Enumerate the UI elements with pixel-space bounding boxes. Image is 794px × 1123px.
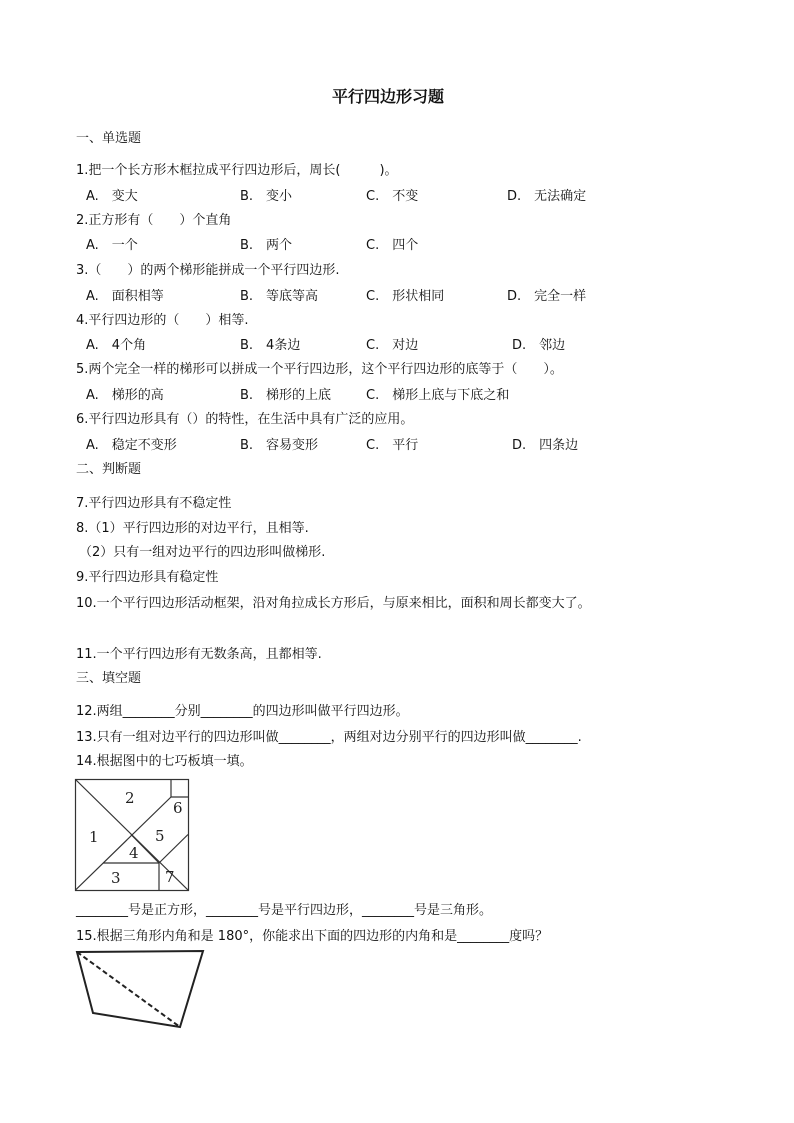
q3-option-c[interactable]: C. 形状相同: [366, 289, 445, 304]
quadrilateral-diagonal-dashed: [77, 952, 180, 1027]
q5-option-a[interactable]: A. 梯形的高: [86, 388, 164, 403]
tangram-label-6: 6: [173, 799, 183, 817]
q1-option-d[interactable]: D. 无法确定: [507, 189, 587, 204]
question-14: 14.根据图中的七巧板填一填。: [76, 754, 253, 769]
q6-option-a[interactable]: A. 稳定不变形: [86, 438, 177, 453]
question-6: 6.平行四边形具有（）的特性，在生活中具有广泛的应用。: [76, 412, 414, 427]
question-5: 5.两个完全一样的梯形可以拼成一个平行四边形，这个平行四边形的底等于（ ）。: [76, 362, 563, 377]
section-heading-single-choice: 一、单选题: [76, 131, 142, 146]
question-14-answer-line: ________号是正方形，________号是平行四边形，________号是三角形。: [76, 903, 493, 918]
q1-option-c[interactable]: C. 不变: [366, 189, 419, 204]
tangram-label-1: 1: [89, 828, 99, 846]
section-heading-true-false: 二、判断题: [76, 462, 142, 477]
tangram-label-7: 7: [165, 868, 175, 886]
question-8-part-2: （2）只有一组对边平行的四边形叫做梯形.: [79, 545, 326, 560]
question-15: 15.根据三角形内角和是 180°，你能求出下面的四边形的内角和是________度吗？: [76, 929, 549, 944]
question-4: 4.平行四边形的（ ）相等.: [76, 313, 249, 328]
q1-option-b[interactable]: B. 变小: [240, 189, 293, 204]
q4-option-c[interactable]: C. 对边: [366, 338, 419, 353]
q6-option-b[interactable]: B. 容易变形: [240, 438, 319, 453]
q2-option-a[interactable]: A. 一个: [86, 238, 138, 253]
q5-option-c[interactable]: C. 梯形上底与下底之和: [366, 388, 510, 403]
question-11: 11.一个平行四边形有无数条高，且都相等.: [76, 647, 322, 662]
question-1: 1.把一个长方形木框拉成平行四边形后，周长( )。: [76, 163, 398, 178]
q6-option-c[interactable]: C. 平行: [366, 438, 419, 453]
tangram-figure: [75, 779, 189, 891]
question-9: 9.平行四边形具有稳定性: [76, 570, 219, 585]
tangram-label-5: 5: [155, 827, 165, 845]
q2-option-b[interactable]: B. 两个: [240, 238, 293, 253]
question-7: 7.平行四边形具有不稳定性: [76, 496, 232, 511]
q4-option-a[interactable]: A. 4个角: [86, 338, 147, 353]
tangram-label-3: 3: [111, 869, 121, 887]
tangram-label-4: 4: [129, 844, 139, 862]
q2-option-c[interactable]: C. 四个: [366, 238, 419, 253]
question-12: 12.两组________分别________的四边形叫做平行四边形。: [76, 704, 409, 719]
q4-option-b[interactable]: B. 4条边: [240, 338, 301, 353]
q4-option-d[interactable]: D. 邻边: [512, 338, 566, 353]
page-title: 平行四边形习题: [332, 87, 445, 106]
q5-option-b[interactable]: B. 梯形的上底: [240, 388, 332, 403]
question-2: 2.正方形有（ ）个直角: [76, 213, 232, 228]
question-8-part-1: 8.（1）平行四边形的对边平行，且相等.: [76, 521, 309, 536]
tangram-label-2: 2: [125, 789, 135, 807]
question-13: 13.只有一组对边平行的四边形叫做________，两组对边分别平行的四边形叫做________.: [76, 730, 582, 745]
question-10: 10.一个平行四边形活动框架，沿对角拉成长方形后，与原来相比，面积和周长都变大了。: [76, 596, 591, 611]
section-heading-fill-blank: 三、填空题: [76, 671, 142, 686]
q6-option-d[interactable]: D. 四条边: [512, 438, 579, 453]
question-3: 3.（ ）的两个梯形能拼成一个平行四边形.: [76, 263, 340, 278]
q3-option-a[interactable]: A. 面积相等: [86, 289, 164, 304]
q3-option-d[interactable]: D. 完全一样: [507, 289, 587, 304]
q3-option-b[interactable]: B. 等底等高: [240, 289, 319, 304]
quadrilateral-figure: [74, 948, 208, 1030]
quadrilateral-outline: [77, 951, 203, 1027]
q1-option-a[interactable]: A. 变大: [86, 189, 138, 204]
